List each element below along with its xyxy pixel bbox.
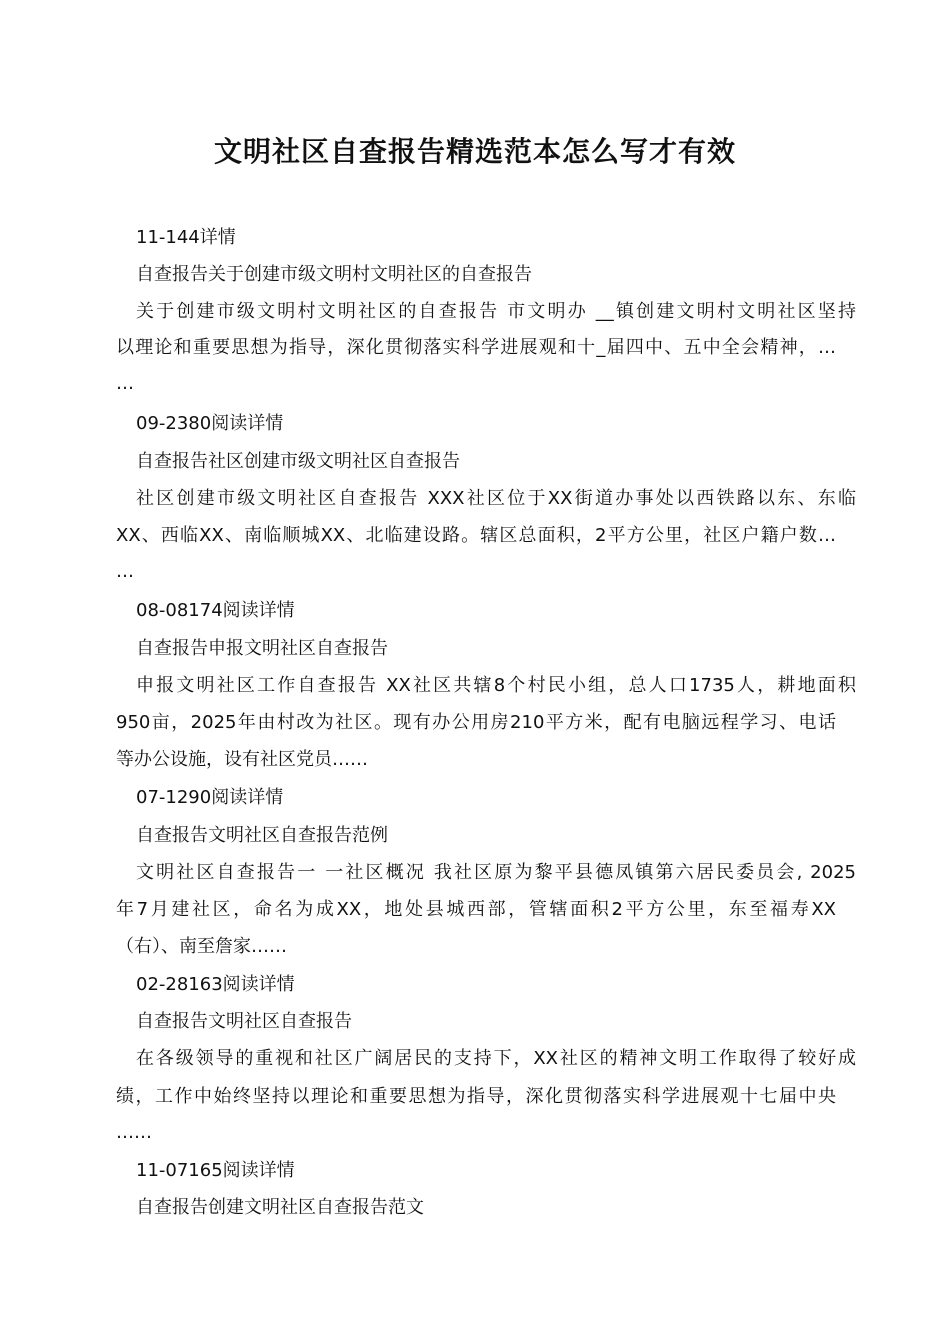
entry-heading[interactable]: 自查报告关于创建市级文明村文明社区的自查报告 <box>136 264 532 285</box>
entry-body-line: 年7月建社区，命名为成XX，地处县城西部，管辖面积2平方公里，东至福寿XX <box>116 899 836 920</box>
entry-heading[interactable]: 自查报告文明社区自查报告 <box>136 1011 352 1032</box>
entry-body-line: 以理论和重要思想为指导，深化贯彻落实科学进展观和十_届四中、五中全会精神，… <box>116 337 836 358</box>
entry-body-line: 文明社区自查报告一 一社区概况 我社区原为黎平县德凤镇第六居民委员会, 2025 <box>136 862 856 883</box>
entry-body-line: 绩，工作中始终坚持以理论和重要思想为指导，深化贯彻落实科学进展观十七届中央 <box>116 1086 836 1107</box>
entry-heading[interactable]: 自查报告创建文明社区自查报告范文 <box>136 1197 424 1218</box>
entry-heading[interactable]: 自查报告文明社区自查报告范例 <box>136 825 388 846</box>
entry-body-line: 申报文明社区工作自查报告 XX社区共辖8个村民小组，总人口1735人，耕地面积 <box>136 675 856 696</box>
document-title: 文明社区自查报告精选范本怎么写才有效 <box>213 135 736 168</box>
entry-body-line: 950亩，2025年由村改为社区。现有办公用房210平方米，配有电脑远程学习、电话 <box>116 712 836 733</box>
entry-body-line: … <box>116 561 134 582</box>
entry-meta[interactable]: 08-08174阅读详情 <box>136 600 295 621</box>
entry-body-line: 等办公设施，设有社区党员…… <box>116 749 368 770</box>
entry-body-line: XX、西临XX、南临顺城XX、北临建设路。辖区总面积，2平方公里，社区户籍户数… <box>116 525 836 546</box>
entry-body-line: 社区创建市级文明社区自查报告 XXX社区位于XX街道办事处以西铁路以东、东临 <box>136 488 856 509</box>
entry-meta[interactable]: 11-07165阅读详情 <box>136 1160 295 1181</box>
entry-heading[interactable]: 自查报告社区创建市级文明社区自查报告 <box>136 451 460 472</box>
entry-body-line: … <box>116 373 134 394</box>
entry-meta[interactable]: 02-28163阅读详情 <box>136 974 295 995</box>
entry-meta[interactable]: 11-144详情 <box>136 227 236 248</box>
entry-heading[interactable]: 自查报告申报文明社区自查报告 <box>136 638 388 659</box>
entry-body-line: 在各级领导的重视和社区广阔居民的支持下，XX社区的精神文明工作取得了较好成 <box>136 1048 856 1069</box>
entry-body-line: （右）、南至詹家…… <box>116 936 287 957</box>
entry-meta[interactable]: 07-1290阅读详情 <box>136 787 284 808</box>
entry-body-line: 关于创建市级文明村文明社区的自查报告 市文明办 __镇创建文明村文明社区坚持 <box>136 301 856 322</box>
entry-meta[interactable]: 09-2380阅读详情 <box>136 413 284 434</box>
entry-body-line: …… <box>116 1122 152 1143</box>
